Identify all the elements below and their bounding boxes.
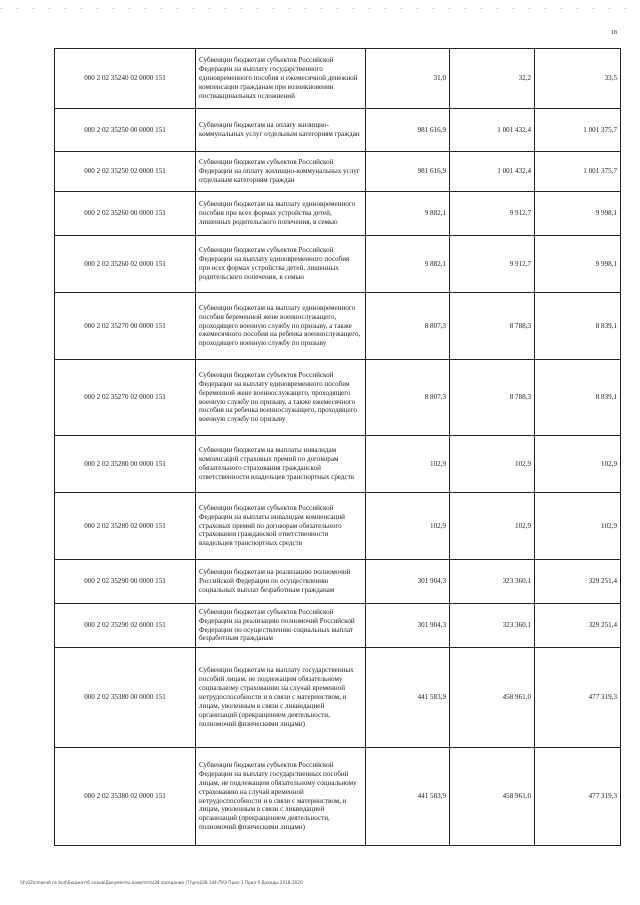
- amount-year3-cell: 102,9: [535, 493, 621, 560]
- budget-code-cell: 000 2 02 35240 02 0000 151: [55, 49, 196, 109]
- amount-year2-cell: 8 788,3: [450, 360, 535, 436]
- budget-code-cell: 000 2 02 35260 02 0000 151: [55, 236, 196, 293]
- budget-code-cell: 000 2 02 35280 00 0000 151: [55, 436, 196, 493]
- table-row: [55, 748, 621, 846]
- table-row: [55, 49, 621, 109]
- amount-year3-cell: 9 998,1: [535, 236, 621, 293]
- amount-year3-cell: 329 251,4: [535, 560, 621, 604]
- item-name-cell: Субвенции бюджетам на оплату жилищно-коммунальных услуг отдельным категориям граждан: [196, 109, 366, 152]
- amount-year1-cell: 8 807,3: [366, 360, 450, 436]
- item-name-cell: Субвенции бюджетам субъектов Российской Федерации на выплату единовременного пособия беременной жене военнослужащего, проходящего военную службу по призыву, а также ежемесячного пособия на ребенка военнослужащего, проходящего военную службу по призыву: [196, 360, 366, 436]
- table-row: [55, 436, 621, 493]
- revenue-table: [54, 48, 621, 846]
- amount-year1-cell: 441 583,9: [366, 648, 450, 748]
- scan-artifact: [0, 8, 640, 9]
- amount-year3-cell: 8 839,1: [535, 360, 621, 436]
- amount-year1-cell: 981 616,9: [366, 152, 450, 192]
- item-name-cell: Субвенции бюджетам субъектов Российской Федерации на выплату государственных пособий лицам, не подлежащим обязательному социальному страхованию на случай временной нетрудоспособности и в связи с материнством, и лицам, уволенным в связи с ликвидацией организаций (прекращением деятельности, полномочий физическими лицами): [196, 748, 366, 846]
- amount-year2-cell: 9 912,7: [450, 236, 535, 293]
- amount-year1-cell: 981 616,9: [366, 109, 450, 152]
- amount-year1-cell: 9 882,1: [366, 236, 450, 293]
- item-name-cell: Субвенции бюджетам субъектов Российской Федерации на оплату жилищно-коммунальных услуг отдельным категориям граждан: [196, 152, 366, 192]
- table-row: [55, 293, 621, 360]
- budget-code-cell: 000 2 02 35250 02 0000 151: [55, 152, 196, 192]
- amount-year3-cell: 329 251,4: [535, 604, 621, 648]
- amount-year2-cell: 102,9: [450, 436, 535, 493]
- amount-year2-cell: 8 788,3: [450, 293, 535, 360]
- budget-code-cell: 000 2 02 35250 00 0000 151: [55, 109, 196, 152]
- amount-year3-cell: 102,9: [535, 436, 621, 493]
- table-row: [55, 236, 621, 293]
- table-row: [55, 192, 621, 236]
- item-name-cell: Субвенции бюджетам на выплату государственных пособий лицам, не подлежащим обязательному социальному страхованию на случай временной нетрудоспособности и в связи с материнством, и лицам, уволенным в связи с ликвидацией организаций (прекращением деятельности, полномочий физическими лицами): [196, 648, 366, 748]
- amount-year3-cell: 477 319,3: [535, 748, 621, 846]
- table-row: [55, 493, 621, 560]
- amount-year2-cell: 458 961,0: [450, 648, 535, 748]
- table-row: [55, 604, 621, 648]
- item-name-cell: Субвенции бюджетам на выплату единовременного пособия беременной жене военнослужащего, проходящего военную службу по призыву, а также ежемесячного пособия на ребенка военнослужащего, проходящего военную службу по призыву: [196, 293, 366, 360]
- table-row: [55, 648, 621, 748]
- budget-code-cell: 000 2 02 35380 02 0000 151: [55, 748, 196, 846]
- amount-year1-cell: 9 882,1: [366, 192, 450, 236]
- budget-code-cell: 000 2 02 35270 02 0000 151: [55, 360, 196, 436]
- amount-year2-cell: 1 001 432,4: [450, 152, 535, 192]
- item-name-cell: Субвенции бюджетам на выплату единовременного пособия при всех формах устройства детей, лишенных родительского попечения, в семью: [196, 192, 366, 236]
- amount-year3-cell: 477 319,3: [535, 648, 621, 748]
- item-name-cell: Субвенции бюджетам субъектов Российской Федерации на выплату государственного единовременного пособия и ежемесячной денежной компенсации гражданам при возникновении поствакцинальных осложнений: [196, 49, 366, 109]
- amount-year2-cell: 32,2: [450, 49, 535, 109]
- item-name-cell: Субвенции бюджетам субъектов Российской Федерации на реализацию полномочий Российской Федерации по осуществлению социальных выплат безработным гражданам: [196, 604, 366, 648]
- amount-year2-cell: 1 001 432,4: [450, 109, 535, 152]
- table-row: [55, 152, 621, 192]
- amount-year1-cell: 301 904,3: [366, 560, 450, 604]
- amount-year1-cell: 8 807,3: [366, 293, 450, 360]
- amount-year3-cell: 9 998,1: [535, 192, 621, 236]
- amount-year1-cell: 102,9: [366, 493, 450, 560]
- item-name-cell: Субвенции бюджетам субъектов Российской Федерации на выплату единовременного пособия при всех формах устройства детей, лишенных родительского попечения, в семью: [196, 236, 366, 293]
- amount-year2-cell: 9 912,7: [450, 192, 535, 236]
- table-row: [55, 560, 621, 604]
- item-name-cell: Субвенции бюджетам на реализацию полномочий Российской Федерации по осуществлению социальных выплат безработным гражданам: [196, 560, 366, 604]
- amount-year1-cell: 102,9: [366, 436, 450, 493]
- amount-year2-cell: 458 961,0: [450, 748, 535, 846]
- item-name-cell: Субвенции бюджетам субъектов Российской Федерации на выплаты инвалидам компенсаций страховых премий по договорам обязательного страхования гражданской ответственности владельцев транспортных средств: [196, 493, 366, 560]
- table-row: [55, 360, 621, 436]
- file-path-footer: \\Fs02\cmwnet ns bud\Бюджет\6 созыв\Документы комитета\28 заседание (7)\proj\28 144-ПУЭ Прил 1 Прил 9 Доходы 2018-2020: [20, 880, 303, 885]
- item-name-cell: Субвенции бюджетам на выплаты инвалидам компенсаций страховых премий по договорам обязательного страхования гражданской ответственности владельцев транспортных средств: [196, 436, 366, 493]
- budget-code-cell: 000 2 02 35380 00 0000 151: [55, 648, 196, 748]
- amount-year3-cell: 8 839,1: [535, 293, 621, 360]
- amount-year3-cell: 1 001 375,7: [535, 109, 621, 152]
- budget-code-cell: 000 2 02 35290 02 0000 151: [55, 604, 196, 648]
- amount-year1-cell: 441 583,9: [366, 748, 450, 846]
- amount-year3-cell: 33,5: [535, 49, 621, 109]
- budget-code-cell: 000 2 02 35280 02 0000 151: [55, 493, 196, 560]
- amount-year1-cell: 31,0: [366, 49, 450, 109]
- budget-code-cell: 000 2 02 35290 00 0000 151: [55, 560, 196, 604]
- amount-year3-cell: 1 001 375,7: [535, 152, 621, 192]
- budget-code-cell: 000 2 02 35260 00 0000 151: [55, 192, 196, 236]
- amount-year1-cell: 301 904,3: [366, 604, 450, 648]
- amount-year2-cell: 323 360,1: [450, 560, 535, 604]
- amount-year2-cell: 323 360,1: [450, 604, 535, 648]
- table-row: [55, 109, 621, 152]
- amount-year2-cell: 102,9: [450, 493, 535, 560]
- page-number: 18: [611, 30, 617, 36]
- budget-code-cell: 000 2 02 35270 00 0000 151: [55, 293, 196, 360]
